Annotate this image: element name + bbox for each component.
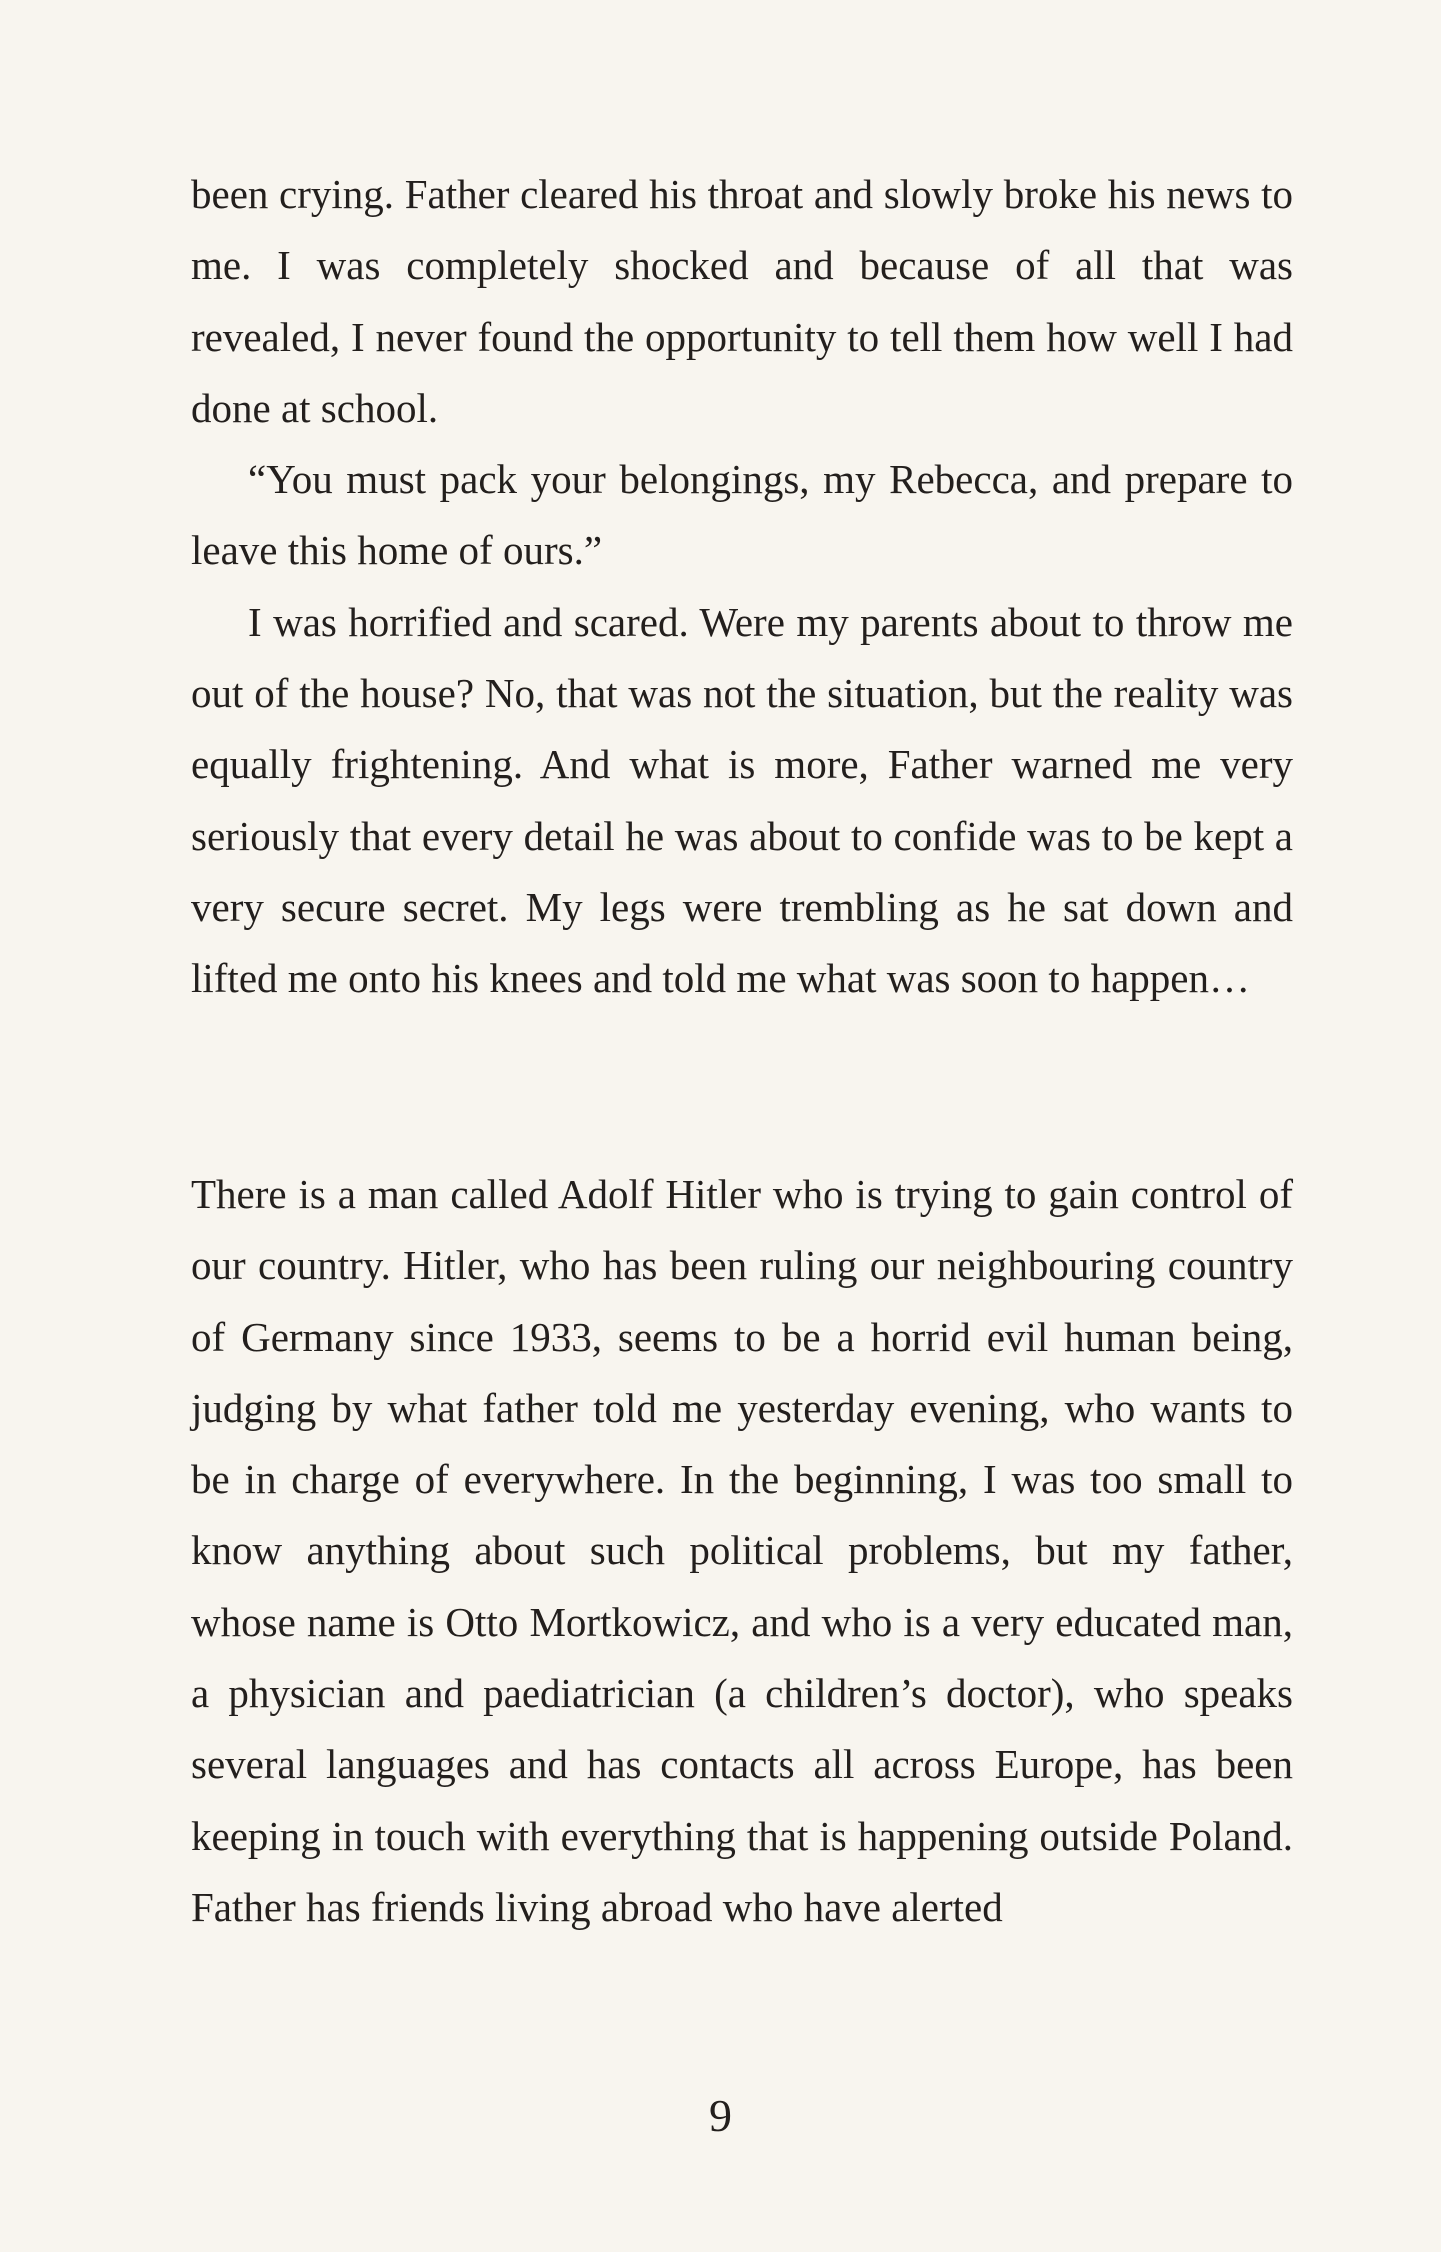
paragraph-hitler: There is a man called Adolf Hitler who is trying to gain control of our country. Hitler, who has been ruling our neighbouring country of Germany since 1933, seems to be a horrid evil human being, judging by what father told me yesterday evening, who wants to be in charge of everywhere. In the beginning, I was too small to know anything about such political problems, but my father, whose name is Otto Mortkowicz, and who is a very educated man, a physician and paediatrician (a children’s doctor), who speaks several languages and has contacts all across Europe, has been keeping in touch with everything that is happening outside Poland. Father has friends living abroad who have alerted bbox=[191, 1171, 1293, 1930]
page-number: 9 bbox=[709, 2090, 732, 2141]
paragraph-dialogue: “You must pack your belongings, my Rebecca, and prepare to leave this home of ours.” bbox=[191, 456, 1293, 574]
text-section-main bbox=[191, 1159, 1293, 1943]
text-section-top bbox=[191, 159, 1293, 1015]
paragraph-narration: I was horrified and scared. Were my parents about to throw me out of the house? No, that was not the situation, but the reality was equally frightening. And what is more, Father warned me very seriously that every detail he was about to confide was to be kept a very secure secret. My legs were trembling as he sat down and lifted me onto his knees and told me what was soon to happen… bbox=[191, 598, 1293, 1002]
paragraph-continuation: been crying. Father cleared his throat and slowly broke his news to me. I was completely shocked and because of all that was revealed, I never found the opportunity to tell them how well I had done at school. bbox=[191, 171, 1293, 431]
